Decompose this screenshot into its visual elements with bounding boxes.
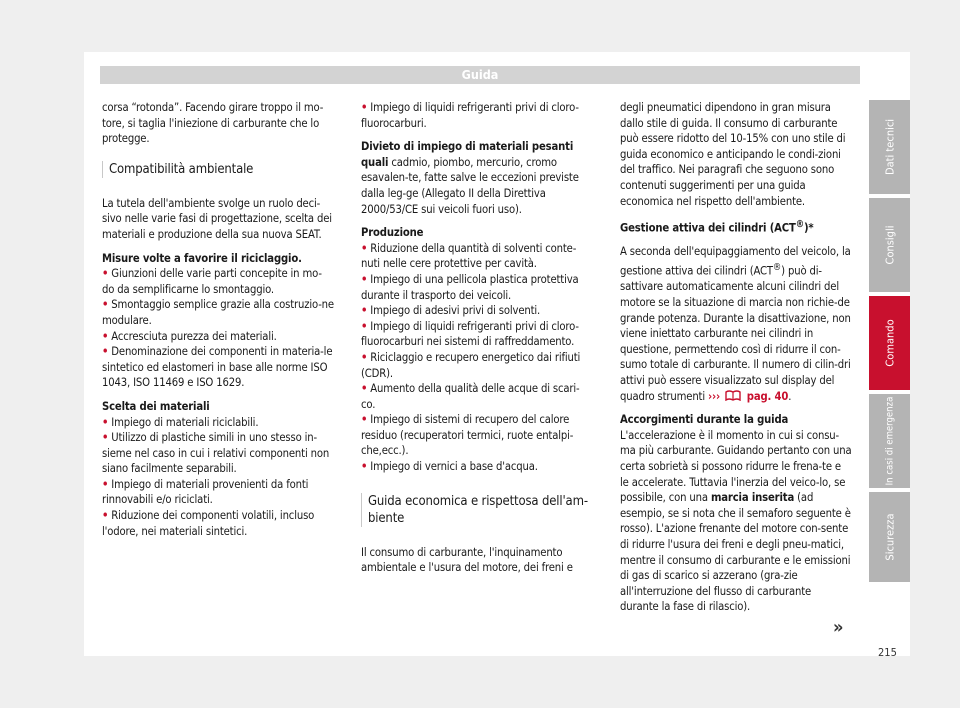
list-item: • Utilizzo di plastiche simili in uno stesso in-sieme nel caso in cui i relativi componenti non siano facilmente separabili. bbox=[102, 431, 330, 476]
heavy-metals-paragraph: Divieto di impiego di materiali pesanti quali cadmio, piombo, mercurio, cromo esavalen-te, fatte salve le eccezioni previste dalla leg-ge (Allegato II della Direttiva 2000/53/CE sui veicoli fuori uso). bbox=[361, 140, 579, 216]
subheading-act: Gestione attiva dei cilindri (ACT®)* bbox=[620, 219, 814, 235]
list-item: • Impiego di sistemi di recupero del calore residuo (recuperatori termici, ruote entalpi-che,ecc.). bbox=[361, 413, 574, 458]
list-item: • Riduzione della quantità di solventi conte-nuti nelle cere protettive per cavità. bbox=[361, 241, 577, 271]
list-item: • Riduzione dei componenti volatili, incluso l'odore, nei materiali sintetici. bbox=[102, 509, 315, 538]
column-1 bbox=[102, 100, 334, 539]
list-item: • Impiego di una pellicola plastica protettiva durante il trasporto dei veicoli. bbox=[361, 272, 579, 302]
continue-marker: » bbox=[833, 617, 844, 638]
list-item: • Impiego di vernici a base d'acqua. bbox=[361, 460, 538, 474]
list-item: • Smontaggio semplice grazie alla costruzio-ne modulare. bbox=[102, 298, 334, 327]
act-paragraph: A seconda dell'equipaggiamento del veicolo, la gestione attiva dei cilindri (ACT®) può di-sattivare automaticamente alcuni cilindri del motore se la situazione di marcia non richie-de grande potenza. Durante la disattivazione, non viene iniettato carburante nei cilindri in questione, permettendo così di ridurre il con-sumo totale di carburante. Il numero di cilin-dri attivi può essere visualizzato sul display del quadro strumenti ››› pag. 40. bbox=[620, 245, 851, 403]
page-reference-link[interactable]: ››› pag. 40 bbox=[708, 389, 789, 403]
section-heading-environment: Compatibilità ambientale bbox=[102, 161, 334, 178]
driving-tips-paragraph: L'accelerazione è il momento in cui si consu-ma più carburante. Guidando pertanto con una certa sobrietà si possono ridurre le frena-te e le accelerate. Tuttavia l'inerzia del veico-lo, se possibile, con una marcia inserita (ad esempio, se si nota che il semaforo seguente è rosso). L'azione frenante del motore con-sente di ridurre l'usura dei freni e degli pneu-matici, mentre il consumo di carburante e le emissioni di gas di scarico si azzerano (gra-zie all'interruzione del flusso di carburante durante la fase di rilascio). bbox=[620, 428, 852, 614]
list-item: • Impiego di liquidi refrigeranti privi di cloro-fluorocarburi. bbox=[361, 101, 579, 130]
tab-emergenza[interactable]: In casi di emergenza bbox=[869, 394, 910, 488]
page-number: 215 bbox=[878, 646, 897, 659]
list-item: • Denominazione dei componenti in materia-le sintetico ed elastomeri in base alle norme ISO 1043, ISO 11469 e ISO 1629. bbox=[102, 345, 333, 390]
tab-comando[interactable]: Comando bbox=[869, 296, 910, 390]
list-item: • Accresciuta purezza dei materiali. bbox=[102, 329, 277, 343]
tab-dati-tecnici[interactable]: Dati tecnici bbox=[869, 100, 910, 194]
column-2 bbox=[361, 100, 593, 576]
subheading-recycling: Misure volte a favorire il riciclaggio. bbox=[102, 251, 302, 265]
environment-paragraph: La tutela dell'ambiente svolge un ruolo deci-sivo nelle varie fasi di progettazione, scelta dei materiali e produzione della sua nuova SEAT. bbox=[102, 196, 332, 241]
production-list bbox=[361, 241, 593, 475]
column-3 bbox=[620, 100, 852, 615]
subheading-materials: Scelta dei materiali bbox=[102, 399, 210, 413]
subheading-production: Produzione bbox=[361, 226, 424, 240]
book-icon bbox=[725, 390, 741, 401]
subheading-driving-tips: Accorgimenti durante la guida bbox=[620, 413, 789, 427]
section-heading-economic-driving: Guida economica e rispettosa dell'am-biente bbox=[361, 493, 593, 527]
list-item: • Impiego di materiali provenienti da fonti rinnovabili e/o riciclati. bbox=[102, 477, 309, 507]
recycling-list bbox=[102, 266, 334, 391]
materials-list bbox=[102, 415, 334, 540]
tab-sicurezza[interactable]: Sicurezza bbox=[869, 492, 910, 582]
list-item: • Aumento della qualità delle acque di scari-co. bbox=[361, 382, 580, 411]
list-item: • Impiego di adesivi privi di solventi. bbox=[361, 304, 541, 318]
economic-driving-paragraph: Il consumo di carburante, l'inquinamento ambientale e l'usura del motore, dei freni e bbox=[361, 545, 573, 575]
list-item: • Riciclaggio e recupero energetico dai rifiuti (CDR). bbox=[361, 350, 581, 380]
list-item: • Giunzioni delle varie parti concepite in mo-do da semplificarne lo smontaggio. bbox=[102, 267, 322, 296]
page-header: Guida bbox=[100, 66, 860, 84]
list-item: • Impiego di liquidi refrigeranti privi di cloro-fluorocarburi nei sistemi di raffreddamento. bbox=[361, 319, 579, 349]
tab-consigli[interactable]: Consigli bbox=[869, 198, 910, 292]
list-item: • Impiego di materiali riciclabili. bbox=[102, 415, 259, 429]
driving-style-paragraph: degli pneumatici dipendono in gran misura dallo stile di guida. Il consumo di carburante può essere ridotto del 10-15% con uno stile di guida economico e anticipando le condi-zioni del traffico. Nei paragrafi che seguono sono contenuti suggerimenti per una guida economica nel rispetto dell'ambiente. bbox=[620, 101, 846, 208]
intro-paragraph: corsa “rotonda”. Facendo girare troppo il mo-tore, si taglia l'iniezione di carburante che lo protegge. bbox=[102, 101, 324, 146]
